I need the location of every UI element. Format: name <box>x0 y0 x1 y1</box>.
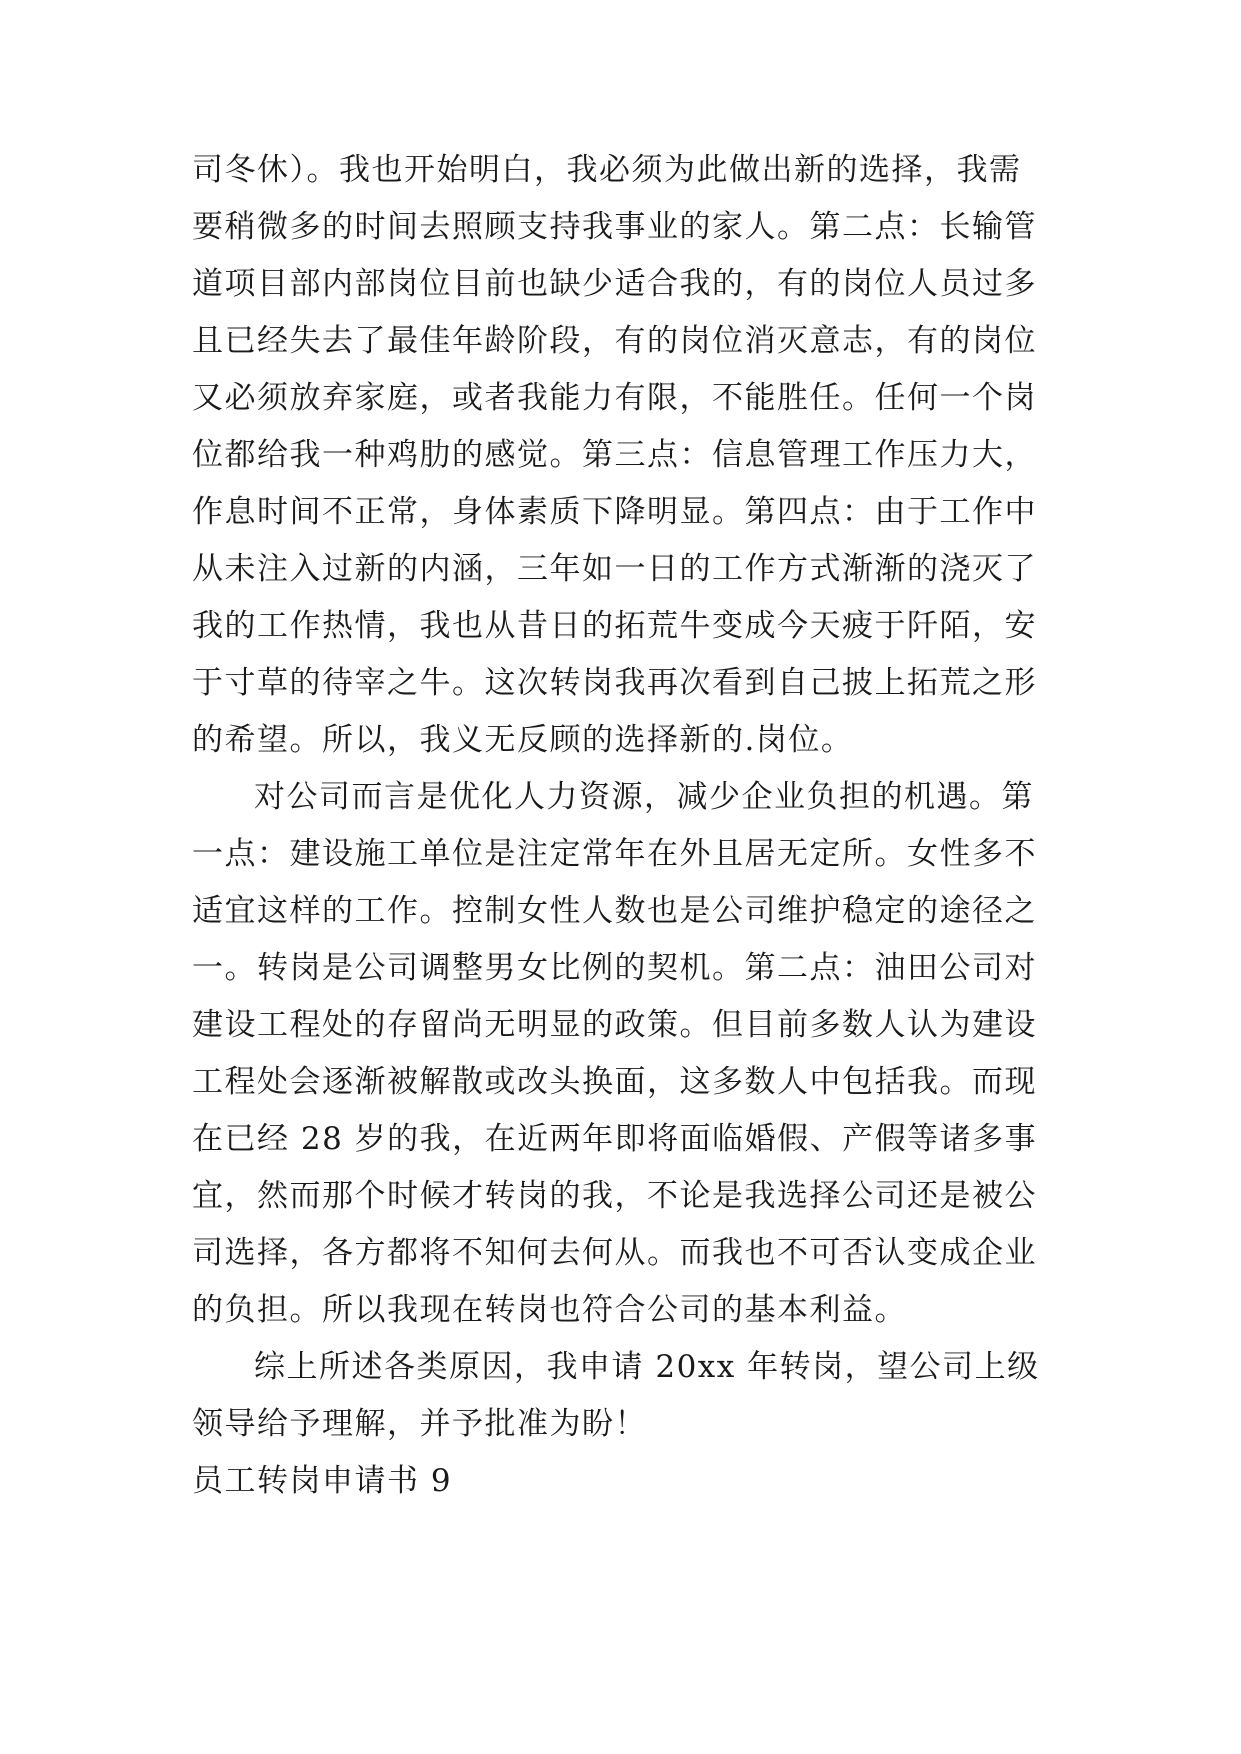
text-line: 位都给我一种鸡肋的感觉。第三点：信息管理工作压力大， <box>192 437 1037 473</box>
paragraph-first-line: 对公司而言是优化人力资源，减少企业负担的机遇。第 <box>254 779 1034 815</box>
text-line: 又必须放弃家庭，或者我能力有限，不能胜任。任何一个岗 <box>192 380 1037 416</box>
text-line: 建设工程处的存留尚无明显的政策。但目前多数人认为建设 <box>192 1007 1037 1043</box>
text-line: 司选择，各方都将不知何去何从。而我也不可否认变成企业 <box>192 1235 1037 1271</box>
text-line: 的希望。所以，我义无反顾的选择新的.岗位。 <box>192 722 854 758</box>
text-line: 一。转岗是公司调整男女比例的契机。第二点：油田公司对 <box>192 950 1037 986</box>
text-line: 一点：建设施工单位是注定常年在外且居无定所。女性多不 <box>192 836 1037 872</box>
text-line: 且已经失去了最佳年龄阶段，有的岗位消灭意志，有的岗位 <box>192 323 1037 359</box>
text-line: 工程处会逐渐被解散或改头换面，这多数人中包括我。而现 <box>192 1064 1037 1100</box>
text-line: 于寸草的待宰之牛。这次转岗我再次看到自己披上拓荒之形 <box>192 665 1037 701</box>
text-line: 宜，然而那个时候才转岗的我，不论是我选择公司还是被公 <box>192 1178 1037 1214</box>
text-line: 的负担。所以我现在转岗也符合公司的基本利益。 <box>192 1292 907 1328</box>
text-line: 适宜这样的工作。控制女性人数也是公司维护稳定的途径之 <box>192 893 1037 929</box>
text-line: 我的工作热情，我也从昔日的拓荒牛变成今天疲于阡陌，安 <box>192 608 1037 644</box>
text-line: 司冬休）。我也开始明白，我必须为此做出新的选择，我需 <box>192 152 1022 188</box>
text-line: 领导给予理解，并予批准为盼！ <box>192 1406 647 1442</box>
text-line: 道项目部内部岗位目前也缺少适合我的，有的岗位人员过多 <box>192 266 1037 302</box>
text-line: 作息时间不正常，身体素质下降明显。第四点：由于工作中 <box>192 494 1037 530</box>
text-line: 要稍微多的时间去照顾支持我事业的家人。第二点：长输管 <box>192 209 1037 245</box>
section-heading: 员工转岗申请书 9 <box>192 1463 453 1499</box>
text-line: 在已经 28 岁的我，在近两年即将面临婚假、产假等诸多事 <box>192 1121 1038 1157</box>
paragraph-first-line: 综上所述各类原因，我申请 20xx 年转岗，望公司上级 <box>254 1349 1040 1385</box>
text-line: 从未注入过新的内涵，三年如一日的工作方式渐渐的浇灭了 <box>192 551 1037 587</box>
